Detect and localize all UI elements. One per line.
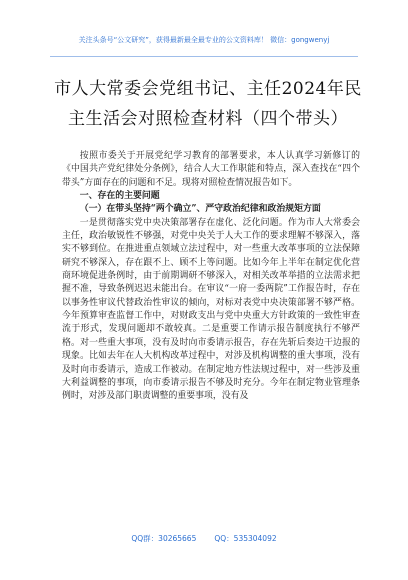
footer-qq: QQ：535304092 (214, 534, 277, 543)
subsection-heading: （一）在带头坚持“两个确立”、严守政治纪律和政治规矩方面 (79, 204, 321, 215)
document-title: 市人大常委会党组书记、主任2024年民主生活会对照检查材料（四个带头） (54, 79, 362, 129)
header-banner: 关注头条号“公文研究”，获得最新最全最专业的公文资料库！ 微信：gongwenyj (78, 36, 330, 44)
header-divider (50, 56, 358, 57)
intro-paragraph: 按照市委关于开展党纪学习教育的部署要求，本人认真学习新修订的《中国共产党纪律处分条例》，结合人大工作职能和特点，深入查找在“四个带头”方面存在的问题和不足。现将对照检查情况报告如下。 (62, 151, 360, 188)
section-heading: 一、存在的主要问题 (79, 191, 160, 202)
body-paragraph: 一是贯彻落实党中央决策部署存在虚化、泛化问题。作为市人大常委会主任，政治敏锐性不够强，对党中央关于人大工作的要求理解不够深入，落实不够到位。在推进重点领域立法过程中，对一些重大改革事项的立法保障研究不够深入，存在跟不上、顾不上等问题。比如今年上半年在制定优化营商环境促进条例时，由于前期调研不够深入，对相关改革举措的立法需求把握不准，导致条例迟迟未能出台。在审议“一府一委两院”工作报告时，存在以事务性审议代替政治性审议的倾向，对标对表党中央决策部署不够严格。今年预算审查监督工作中，对财政支出与党中央重大方针政策的一致性审查流于形式，发现问题却不敢较真。二是重要工作请示报告制度执行不够严格。对一些重大事项，没有及时向市委请示报告，存在先斩后奏边干边报的现象。比如去年在人大机构改革过程中，对涉及机构调整的重大事项，没有及时向市委请示，造成工作被动。在制定地方性法规过程中，对一些涉及重大利益调整的事项，向市委请示报告不够及时充分。今年在制定物业管理条例时，对涉及部门职责调整的重要事项，没有及 (62, 217, 360, 402)
document-body (62, 150, 360, 404)
footer-qq-group: QQ群：30265665 (131, 534, 197, 543)
footer-contact (0, 533, 408, 544)
